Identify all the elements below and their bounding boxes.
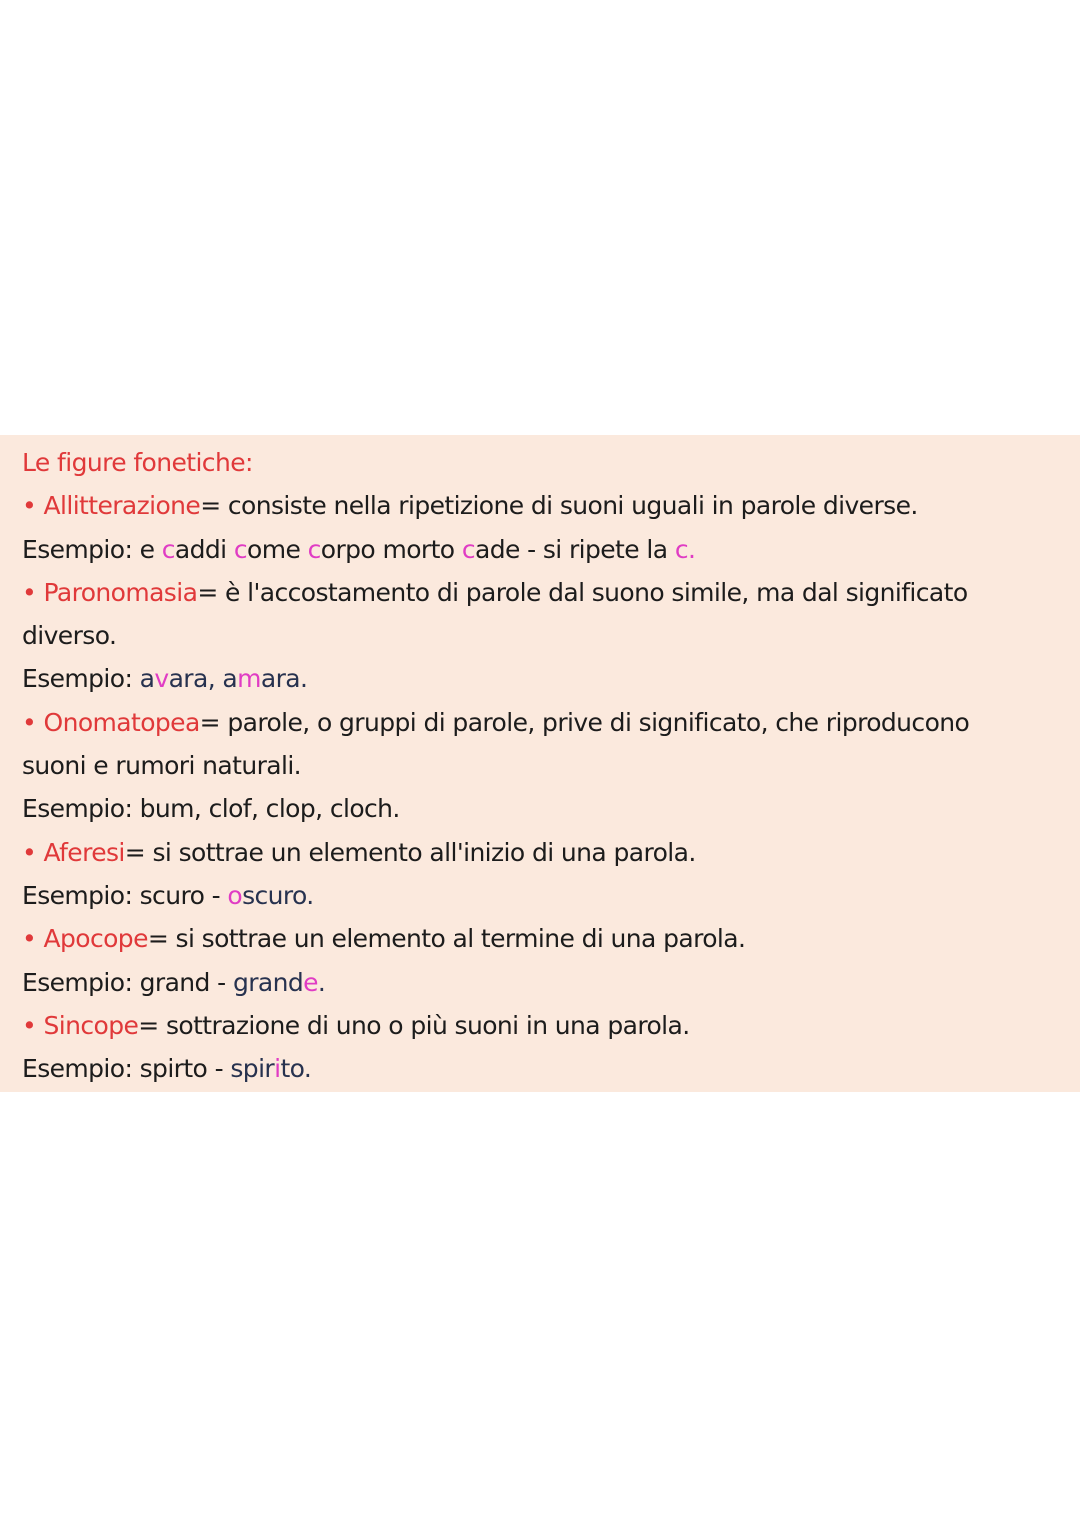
term-text: Allitterazione xyxy=(43,491,201,521)
text-line xyxy=(22,961,1072,1004)
body-text: orpo morto xyxy=(320,534,462,564)
body-text: ara, a xyxy=(168,664,238,694)
body-text: Esempio: grand - xyxy=(22,967,233,997)
body-text: suoni e rumori naturali. xyxy=(22,751,302,781)
highlight-text: c xyxy=(161,534,175,564)
body-text: ome xyxy=(247,534,308,564)
highlight-text: c. xyxy=(674,534,696,564)
term-text: Onomatopea xyxy=(43,707,200,737)
body-text: Esempio: bum, clof, clop, cloch. xyxy=(22,794,400,824)
term-text: Aferesi xyxy=(43,837,125,867)
text-line xyxy=(22,744,1072,787)
term-text: • xyxy=(22,837,44,867)
term-text: Sincope xyxy=(43,1010,139,1040)
term-text: Apocope xyxy=(43,924,148,954)
body-text: a xyxy=(139,664,155,694)
body-text: Esempio: scuro - xyxy=(22,880,228,910)
term-text: • xyxy=(22,491,44,521)
body-text: addi xyxy=(174,534,234,564)
highlight-text: e xyxy=(303,967,318,997)
term-text: • xyxy=(22,707,44,737)
body-text: diverso. xyxy=(22,621,117,651)
text-line xyxy=(22,571,1072,614)
body-text: Esempio: e xyxy=(22,534,162,564)
body-text: = è l'accostamento di parole dal suono simile, ma dal significato xyxy=(197,577,968,607)
term-text: • xyxy=(22,577,44,607)
note-content xyxy=(22,441,1072,1090)
body-text: = consiste nella ripetizione di suoni uguali in parole diverse. xyxy=(200,491,918,521)
highlight-text: o xyxy=(227,880,243,910)
body-text: scuro. xyxy=(242,880,314,910)
body-text: grand xyxy=(232,967,304,997)
text-line xyxy=(22,528,1072,571)
body-text: . xyxy=(317,967,326,997)
body-text: Esempio: xyxy=(22,664,140,694)
body-text: = si sottrae un elemento al termine di una parola. xyxy=(147,924,746,954)
highlight-text: c xyxy=(233,534,248,564)
highlight-text: i xyxy=(274,1054,281,1084)
highlight-text: m xyxy=(237,664,261,694)
text-line xyxy=(22,787,1072,830)
text-line xyxy=(22,1047,1072,1090)
text-line xyxy=(22,831,1072,874)
body-text: ade - si ripete la xyxy=(474,534,675,564)
body-text: spir xyxy=(230,1054,275,1084)
body-text: = si sottrae un elemento all'inizio di una parola. xyxy=(124,837,696,867)
term-text: Le figure fonetiche: xyxy=(22,448,253,477)
text-line xyxy=(22,614,1072,657)
section-title xyxy=(22,441,1072,484)
text-line xyxy=(22,1004,1072,1047)
term-text: • xyxy=(22,1010,44,1040)
body-text: ara. xyxy=(260,664,308,694)
term-text: Paronomasia xyxy=(43,577,198,607)
body-text: = sottrazione di uno o più suoni in una parola. xyxy=(138,1010,690,1040)
text-line xyxy=(22,701,1072,744)
body-text: Esempio: spirto - xyxy=(22,1054,231,1084)
highlight-text: c xyxy=(307,534,321,564)
term-text: • xyxy=(22,924,44,954)
text-line xyxy=(22,484,1072,527)
highlight-text: c xyxy=(461,534,475,564)
text-line xyxy=(22,917,1072,960)
text-line xyxy=(22,874,1072,917)
highlight-text: v xyxy=(154,664,169,694)
text-line xyxy=(22,657,1072,700)
body-text: = parole, o gruppi di parole, prive di significato, che riproducono xyxy=(199,707,970,737)
body-text: to. xyxy=(280,1054,312,1084)
